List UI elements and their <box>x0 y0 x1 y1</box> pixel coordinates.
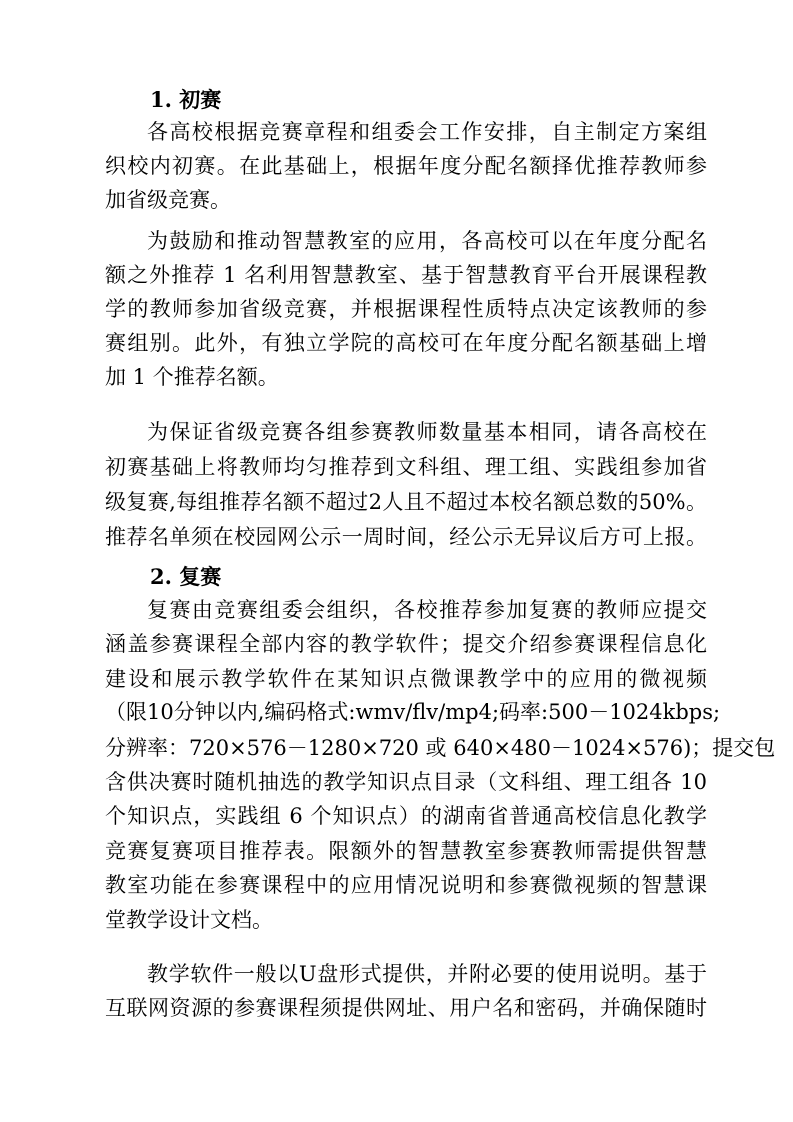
text-line: 建设和展示教学软件在某知识点微课教学中的应用的微视频 <box>105 667 707 691</box>
text-line: 初赛基础上将教师均匀推荐到文科组、理工组、实践组参加省 <box>105 455 707 479</box>
section-heading: 1. 初赛 <box>150 87 222 112</box>
text-line: 各高校根据竞赛章程和组委会工作安排，自主制定方案组 <box>147 120 707 144</box>
text-line: 含供决赛时随机抽选的教学知识点目录（文科组、理工组各 10 <box>105 770 707 794</box>
text-line: 学的教师参加省级竞赛，并根据课程性质特点决定该教师的参 <box>105 297 707 321</box>
text-line: 加 1 个推荐名额。 <box>105 365 279 389</box>
text-line: 分辨率：720×576－1280×720 或 640×480－1024×576)；提交包 <box>105 736 776 760</box>
text-line: 竞赛复赛项目推荐表。限额外的智慧教室参赛教师需提供智慧 <box>105 839 707 863</box>
text-line: 额之外推荐 1 名利用智慧教室、基于智慧教育平台开展课程教 <box>105 263 707 287</box>
text-line: 为鼓励和推动智慧教室的应用，各高校可以在年度分配名 <box>147 229 707 253</box>
text-line: 赛组别。此外，有独立学院的高校可在年度分配名额基础上增 <box>105 331 707 355</box>
text-line: 复赛由竞赛组委会组织，各校推荐参加复赛的教师应提交 <box>147 598 707 622</box>
text-line: 堂教学设计文档。 <box>105 908 273 932</box>
text-line: （限10分钟以内,编码格式:wmv/flv/mp4;码率:500－1024kbps; <box>105 700 721 724</box>
text-line: 个知识点，实践组 6 个知识点）的湖南省普通高校信息化教学 <box>105 804 707 828</box>
text-line: 涵盖参赛课程全部内容的教学软件；提交介绍参赛课程信息化 <box>105 632 707 656</box>
section-heading: 2. 复赛 <box>150 564 222 589</box>
text-line: 推荐名单须在校园网公示一周时间，经公示无异议后方可上报。 <box>105 525 707 549</box>
text-line: 教室功能在参赛课程中的应用情况说明和参赛微视频的智慧课 <box>105 873 707 897</box>
text-line: 级复赛,每组推荐名额不超过2人且不超过本校名额总数的50%。 <box>105 490 707 514</box>
text-line: 为保证省级竞赛各组参赛教师数量基本相同，请各高校在 <box>147 420 707 444</box>
text-line: 织校内初赛。在此基础上，根据年度分配名额择优推荐教师参 <box>105 154 707 178</box>
text-line: 互联网资源的参赛课程须提供网址、用户名和密码，并确保随时 <box>105 996 707 1020</box>
text-line: 教学软件一般以U盘形式提供，并附必要的使用说明。基于 <box>147 962 707 986</box>
text-line: 加省级竞赛。 <box>105 188 231 212</box>
